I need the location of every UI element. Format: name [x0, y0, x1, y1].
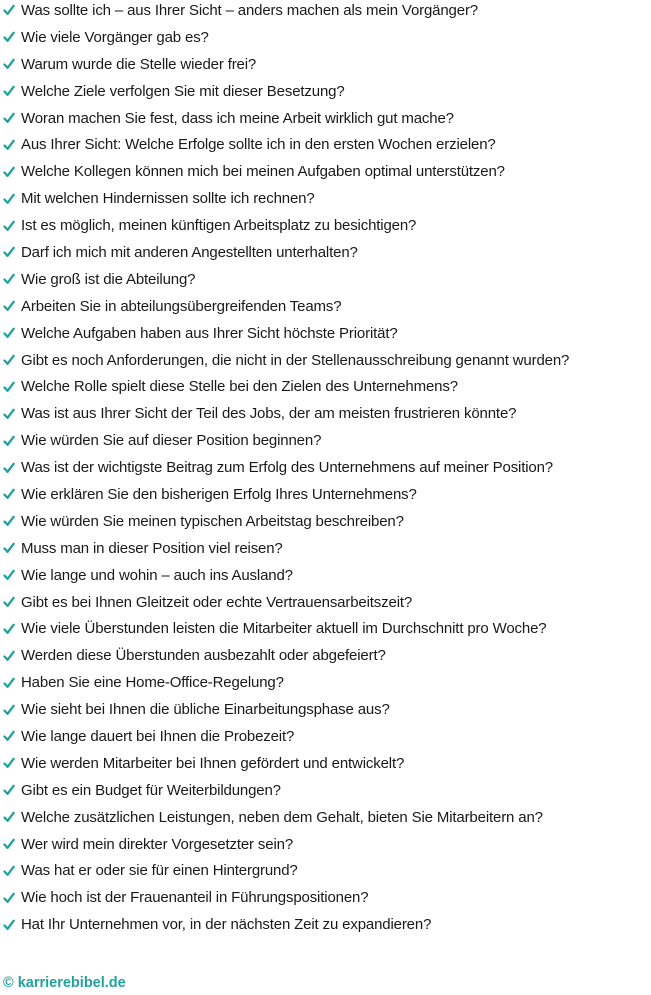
question-text: Ist es möglich, meinen künftigen Arbeitsplatz zu besichtigen? [21, 217, 417, 235]
question-text: Darf ich mich mit anderen Angestellten unterhalten? [21, 243, 358, 261]
question-text: Mit welchen Hindernissen sollte ich rechnen? [21, 190, 315, 208]
checkmark-icon [3, 300, 15, 312]
question-item [0, 858, 651, 885]
checkmark-icon [3, 193, 15, 205]
question-item [0, 51, 651, 78]
question-item [0, 185, 651, 212]
question-text: Wie werden Mitarbeiter bei Ihnen gefördert und entwickelt? [21, 754, 405, 772]
checkmark-icon [3, 677, 15, 689]
checkmark-icon [3, 220, 15, 232]
question-item [0, 427, 651, 454]
question-text: Arbeiten Sie in abteilungsübergreifenden Teams? [21, 297, 342, 315]
copyright-footer [3, 975, 126, 991]
question-text: Muss man in dieser Position viel reisen? [21, 539, 283, 557]
question-text: Wie groß ist die Abteilung? [21, 270, 196, 288]
checkmark-icon [3, 462, 15, 474]
question-item [0, 589, 651, 616]
question-item [0, 804, 651, 831]
question-text: Was ist aus Ihrer Sicht der Teil des Jobs, der am meisten frustrieren könnte? [21, 405, 517, 423]
checkmark-icon [3, 623, 15, 635]
checkmark-icon [3, 784, 15, 796]
checkmark-icon [3, 650, 15, 662]
checkmark-icon [3, 112, 15, 124]
checkmark-icon [3, 354, 15, 366]
checkmark-icon [3, 730, 15, 742]
checkmark-icon [3, 408, 15, 420]
checkmark-icon [3, 811, 15, 823]
question-item [0, 24, 651, 51]
question-text: Wie viele Überstunden leisten die Mitarbeiter aktuell im Durchschnitt pro Woche? [21, 620, 547, 638]
question-item [0, 642, 651, 669]
question-item [0, 293, 651, 320]
checkmark-icon [3, 435, 15, 447]
checkmark-icon [3, 139, 15, 151]
question-text: Aus Ihrer Sicht: Welche Erfolge sollte ich in den ersten Wochen erzielen? [21, 136, 496, 154]
checkmark-icon [3, 515, 15, 527]
checkmark-icon [3, 542, 15, 554]
checkmark-icon [3, 569, 15, 581]
checkmark-icon [3, 246, 15, 258]
question-item [0, 750, 651, 777]
question-text: Wie erklären Sie den bisherigen Erfolg Ihres Unternehmens? [21, 485, 417, 503]
checkmark-icon [3, 838, 15, 850]
checkmark-icon [3, 31, 15, 43]
question-item [0, 615, 651, 642]
question-text: Wie viele Vorgänger gab es? [21, 28, 209, 46]
question-text: Gibt es ein Budget für Weiterbildungen? [21, 781, 281, 799]
copyright-symbol: © [3, 975, 14, 991]
question-item [0, 723, 651, 750]
question-item [0, 266, 651, 293]
question-item [0, 669, 651, 696]
question-text: Wie lange dauert bei Ihnen die Probezeit? [21, 727, 295, 745]
checkmark-icon [3, 919, 15, 931]
question-item [0, 158, 651, 185]
question-item [0, 535, 651, 562]
question-item [0, 320, 651, 347]
checkmark-icon [3, 488, 15, 500]
question-item [0, 562, 651, 589]
question-item [0, 373, 651, 400]
question-text: Werden diese Überstunden ausbezahlt oder abgefeiert? [21, 647, 386, 665]
question-text: Wie lange und wohin – auch ins Ausland? [21, 566, 293, 584]
question-item [0, 831, 651, 858]
site-link[interactable]: karrierebibel.de [17, 975, 126, 991]
question-item [0, 696, 651, 723]
question-item [0, 481, 651, 508]
question-text: Warum wurde die Stelle wieder frei? [21, 55, 257, 73]
checkmark-icon [3, 58, 15, 70]
checkmark-icon [3, 327, 15, 339]
question-item [0, 105, 651, 132]
question-text: Hat Ihr Unternehmen vor, in der nächsten Zeit zu expandieren? [21, 916, 432, 934]
question-text: Wer wird mein direkter Vorgesetzter sein? [21, 835, 294, 853]
question-text: Welche Rolle spielt diese Stelle bei den Zielen des Unternehmens? [21, 378, 458, 396]
question-item [0, 131, 651, 158]
question-item [0, 212, 651, 239]
checkmark-icon [3, 273, 15, 285]
checkmark-icon [3, 85, 15, 97]
question-text: Wie würden Sie meinen typischen Arbeitstag beschreiben? [21, 512, 404, 530]
question-text: Haben Sie eine Home-Office-Regelung? [21, 674, 284, 692]
question-text: Was sollte ich – aus Ihrer Sicht – anders machen als mein Vorgänger? [21, 1, 478, 19]
question-text: Welche Kollegen können mich bei meinen Aufgaben optimal unterstützen? [21, 163, 505, 181]
question-item [0, 239, 651, 266]
question-text: Welche zusätzlichen Leistungen, neben dem Gehalt, bieten Sie Mitarbeitern an? [21, 808, 543, 826]
checkmark-icon [3, 381, 15, 393]
checkmark-icon [3, 892, 15, 904]
question-text: Welche Ziele verfolgen Sie mit dieser Besetzung? [21, 82, 345, 100]
question-text: Woran machen Sie fest, dass ich meine Arbeit wirklich gut mache? [21, 109, 454, 127]
question-item [0, 508, 651, 535]
question-item [0, 78, 651, 105]
question-item [0, 777, 651, 804]
question-text: Wie hoch ist der Frauenanteil in Führungspositionen? [21, 889, 369, 907]
question-item [0, 400, 651, 427]
question-item [0, 0, 651, 24]
question-item [0, 911, 651, 938]
question-item [0, 884, 651, 911]
checkmark-icon [3, 865, 15, 877]
question-text: Was ist der wichtigste Beitrag zum Erfolg des Unternehmens auf meiner Position? [21, 459, 554, 477]
checkmark-icon [3, 757, 15, 769]
question-text: Welche Aufgaben haben aus Ihrer Sicht höchste Priorität? [21, 324, 398, 342]
question-item [0, 347, 651, 374]
question-text: Wie würden Sie auf dieser Position beginnen? [21, 432, 322, 450]
question-text: Wie sieht bei Ihnen die übliche Einarbeitungsphase aus? [21, 701, 390, 719]
checkmark-icon [3, 4, 15, 16]
question-text: Was hat er oder sie für einen Hintergrund? [21, 862, 298, 880]
checkmark-icon [3, 596, 15, 608]
question-item [0, 454, 651, 481]
question-text: Gibt es bei Ihnen Gleitzeit oder echte Vertrauensarbeitszeit? [21, 593, 413, 611]
question-text: Gibt es noch Anforderungen, die nicht in der Stellenausschreibung genannt wurden? [21, 351, 570, 369]
checkmark-icon [3, 704, 15, 716]
checkmark-icon [3, 166, 15, 178]
